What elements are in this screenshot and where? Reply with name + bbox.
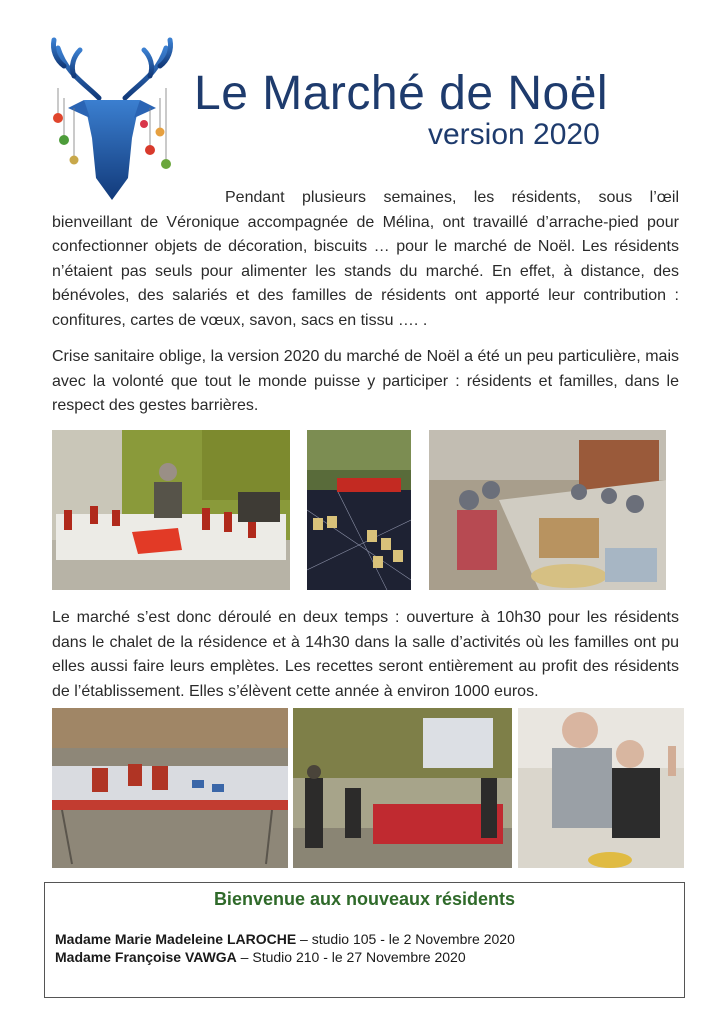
resident-details: – studio 105 - le 2 Novembre 2020 (296, 931, 515, 947)
photo-residents-at-table (429, 430, 666, 590)
welcome-title: Bienvenue aux nouveaux résidents (213, 889, 516, 909)
photo-activity-room-market (293, 708, 512, 868)
deer-ornament-logo (44, 28, 180, 206)
resident-entry (55, 931, 515, 947)
welcome-box (44, 882, 685, 998)
resident-details: – Studio 210 - le 27 Novembre 2020 (236, 949, 466, 965)
resident-name: Madame Marie Madeleine LAROCHE (55, 931, 297, 947)
photo-market-stand-jars (307, 430, 411, 590)
article-paragraph-2: Crise sanitaire oblige, la version 2020 du marché de Noël a été un peu particulière, mais avec la volonté que tout le monde puisse y participer : résidents et familles, dans le respect des gestes barrières. (52, 348, 679, 414)
article-paragraph-3: Le marché s’est donc déroulé en deux temps : ouverture à 10h30 pour les résidents dans le chalet de la résidence et à 14h30 dans la salle d’activités où les familles ont pu elles aussi faire leurs emplètes. Les recettes seront entièrement au profit des résidents de l’établissement. Elles s’élèvent cette année à environ 1000 euros. (52, 609, 679, 700)
resident-entry (55, 949, 466, 965)
resident-name: Madame Françoise VAWGA (55, 949, 237, 965)
article-paragraph-1: Pendant plusieurs semaines, les résidents, sous l’œil bienveillant de Véronique accompagnée de Mélina, ont travaillé d’arrache-pied pour confectionner objets de décoration, biscuits … pour le marché de Noël. Les résidents n’étaient pas seuls pour alimenter les stands du marché. En effet, à distance, des bénévoles, des salariés et des familles de résidents ont apporté leur contribution : confitures, cartes de vœux, savon, sacs en tissu …. . (52, 189, 679, 329)
page-subtitle: version 2020 (428, 118, 600, 151)
photo-chalet-market-table (52, 708, 288, 868)
photo-resident-crafts-table (52, 430, 290, 590)
page-title: Le Marché de Noël (194, 67, 609, 120)
photo-residents-smiling (518, 708, 684, 868)
